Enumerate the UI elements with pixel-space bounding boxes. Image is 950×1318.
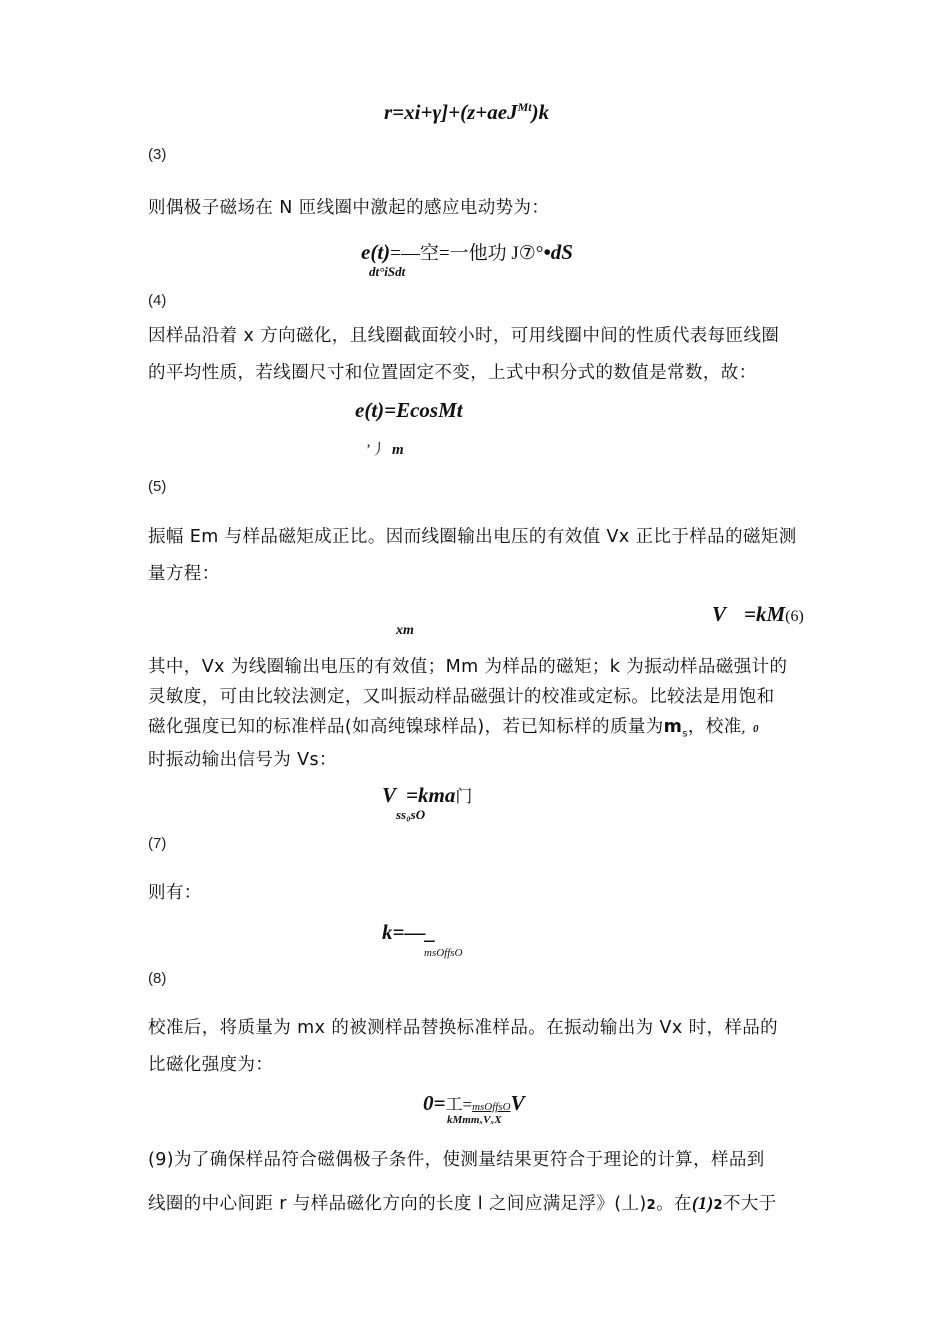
equation-7-number: (7) xyxy=(148,835,167,852)
paragraph-4-line-4: 时振动输出信号为 Vs： xyxy=(148,750,337,770)
paragraph-6-line-2: 比磁化强度为： xyxy=(148,1055,274,1075)
paragraph-6-line-1: 校准后，将质量为 mx 的被测样品替换标准样品。在振动输出为 Vx 时，样品的 xyxy=(148,1018,779,1038)
paragraph-4-line-1: 其中，Vx 为线圈输出电压的有效值；Mm 为样品的磁矩；k 为振动样品磁强计的 xyxy=(148,657,788,677)
equation-6-subscript: xm xyxy=(396,623,414,638)
equation-3: r=xi+γ]+(z+aeJ$^{Mt}$)k xyxy=(384,100,550,124)
paragraph-4-line-2: 灵敏度，可由比较法测定，又叫振动样品磁强计的校准或定标。比较法是用饱和 xyxy=(148,687,775,707)
paragraph-2-line-1: 因样品沿着 x 方向磁化，且线圈截面较小时，可用线圈中间的性质代表每匝线圈 xyxy=(148,326,780,346)
paragraph-2-line-2: 的平均性质，若线圈尺寸和位置固定不变，上式中积分式的数值是常数，故： xyxy=(148,363,757,383)
paragraph-5: 则有： xyxy=(148,883,202,903)
paragraph-7-line-1: (9)为了确保样品符合磁偶极子条件，使测量结果更符合于理论的计算，样品到 xyxy=(148,1150,765,1170)
equation-6: V =kM(6) xyxy=(712,602,804,626)
equation-4-number: (4) xyxy=(148,292,167,309)
equation-5-subscript: ’丿 m xyxy=(366,442,404,458)
equation-8: k=—_ xyxy=(382,920,436,944)
equation-4: e(t)=—空=一他功 J⑦°•dS xyxy=(361,240,573,264)
paragraph-7-line-2: 线圈的中心间距 r 与样品磁化方向的长度 l 之间应满足浮》(丄)2。在(1)2不大于 xyxy=(148,1193,777,1214)
equation-7-subscript: ss₀sO xyxy=(396,807,426,822)
paragraph-3-line-2: 量方程： xyxy=(148,564,220,584)
equation-4-subscript: dt°iSdt xyxy=(369,264,406,279)
equation-7: V =kma门 xyxy=(382,783,473,807)
equation-9: 0=工=msOffsOV xyxy=(423,1091,525,1115)
paragraph-4-line-3: 磁化强度已知的标准样品(如高纯镍球样品)，若已知标样的质量为$m_s$，校准，0 xyxy=(148,717,759,740)
equation-8-number: (8) xyxy=(148,970,167,987)
equation-9-subscript: kMmmₓVₓX xyxy=(447,1114,502,1126)
equation-8-subscript: msOffsO xyxy=(424,947,463,959)
equation-3-number: (3) xyxy=(148,146,167,163)
paragraph-1: 则偶极子磁场在 N 匝线圈中激起的感应电动势为： xyxy=(148,198,550,218)
equation-5: e(t)=EcosMt xyxy=(355,398,463,422)
equation-5-number: (5) xyxy=(148,478,167,495)
paragraph-3-line-1: 振幅 Em 与样品磁矩成正比。因而线圈输出电压的有效值 Vx 正比于样品的磁矩测 xyxy=(148,527,797,547)
